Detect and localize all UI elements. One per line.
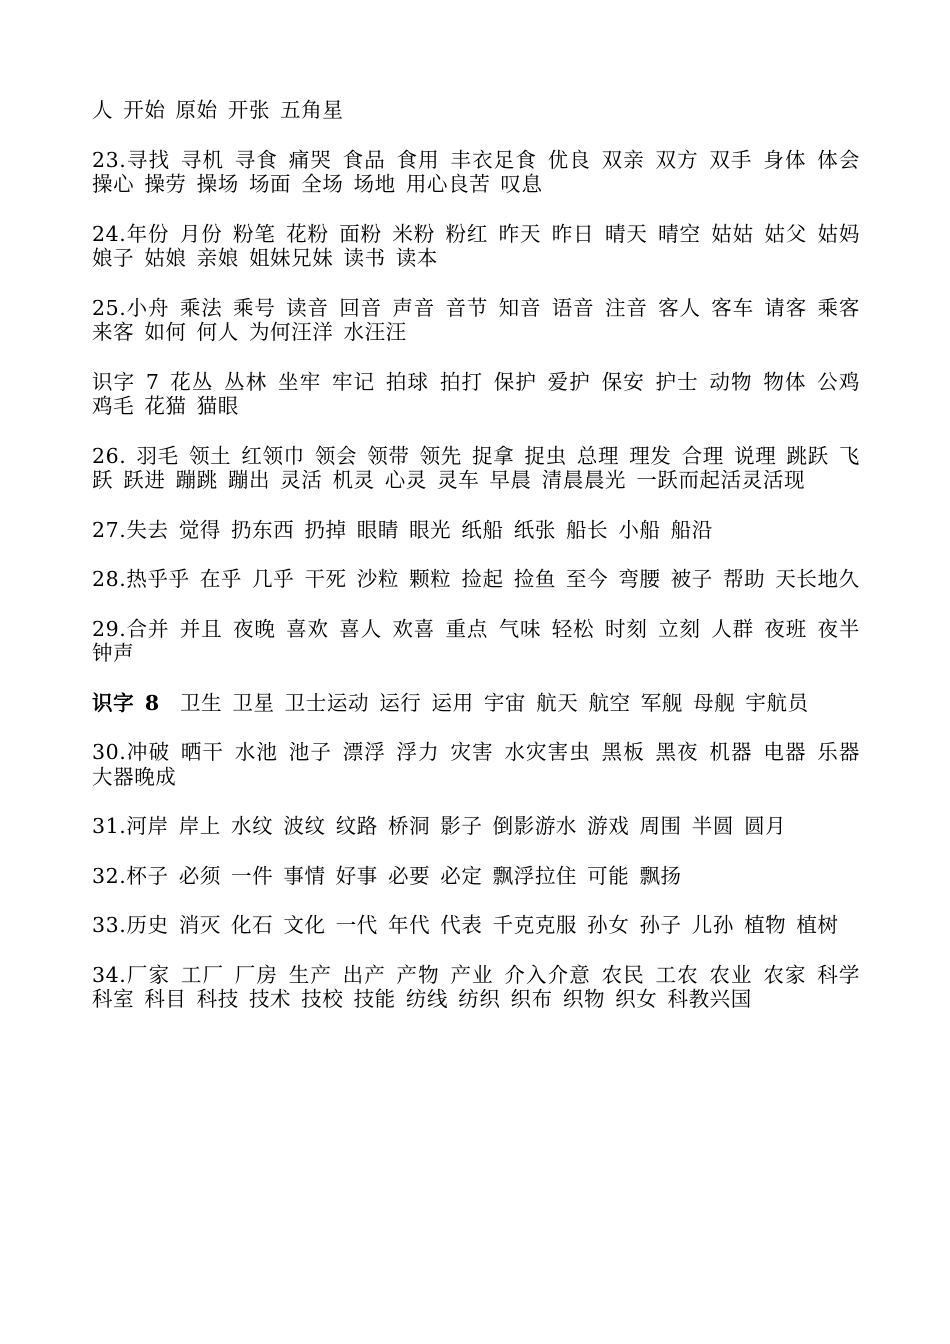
paragraph-text: 33.历史 消灭 化石 文化 一代 年代 代表 千克克服 孙女 孙子 儿孙 植物 植树: [92, 913, 839, 937]
section-label: 识字 8: [92, 690, 160, 715]
paragraph-text: 28.热乎乎 在乎 几乎 干死 沙粒 颗粒 捡起 捡鱼 至今 弯腰 被子 帮助 天长地久: [92, 567, 860, 591]
paragraph-text: 卫生 卫星 卫士运动 运行 运用 宇宙 航天 航空 军舰 母舰 宇航员: [159, 690, 809, 715]
vocab-paragraph: [92, 617, 860, 666]
paragraph-text: 31.河岸 岸上 水纹 波纹 纹路 桥洞 影子 倒影游水 游戏 周围 半圆 圆月: [92, 814, 787, 838]
paragraph-text: 23.寻找 寻机 寻食 痛哭 食品 食用 丰衣足食 优良 双亲 双方 双手 身体 体会 操心 操劳 操场 场面 全场 场地 用心良苦 叹息: [92, 147, 860, 196]
vocab-paragraph: [92, 370, 860, 419]
paragraph-text: 人 开始 原始 开张 五角星: [92, 98, 344, 122]
paragraph-text: 25.小舟 乘法 乘号 读音 回音 声音 音节 知音 语音 注音 客人 客车 请客 乘客 来客 如何 何人 为何汪洋 水汪汪: [92, 295, 860, 344]
vocabulary-list: [92, 98, 860, 1037]
paragraph-text: 30.冲破 晒干 水池 池子 漂浮 浮力 灾害 水灾害虫 黑板 黑夜 机器 电器 乐器 大器晚成: [92, 740, 860, 789]
vocab-paragraph: [92, 567, 860, 592]
paragraph-text: 24.年份 月份 粉笔 花粉 面粉 米粉 粉红 昨天 昨日 晴天 晴空 姑姑 姑父 姑妈 娘子 姑娘 亲娘 姐妹兄妹 读书 读本: [92, 221, 860, 270]
paragraph-text: 26. 羽毛 领土 红领巾 领会 领带 领先 捉拿 捉虫 总理 理发 合理 说理 跳跃 飞跃 跃进 蹦跳 蹦出 灵活 机灵 心灵 灵车 早晨 清晨晨光 一跃而起活灵活现: [92, 443, 860, 492]
paragraph-text: 识字 7 花丛 丛林 坐牢 牢记 拍球 拍打 保护 爱护 保安 护士 动物 物体 公鸡 鸡毛 花猫 猫眼: [92, 369, 860, 418]
paragraph-text: 32.杯子 必须 一件 事情 好事 必要 必定 飘浮拉住 可能 飘扬: [92, 863, 682, 888]
vocab-paragraph: [92, 444, 860, 493]
vocab-paragraph: [92, 222, 860, 271]
paragraph-text: 27.失去 觉得 扔东西 扔掉 眼睛 眼光 纸船 纸张 船长 小船 船沿: [92, 517, 713, 542]
vocab-paragraph: [92, 864, 860, 889]
vocab-paragraph: [92, 814, 860, 839]
vocab-paragraph: [92, 691, 860, 716]
vocab-paragraph: [92, 98, 860, 123]
paragraph-text: 29.合并 并且 夜晚 喜欢 喜人 欢喜 重点 气味 轻松 时刻 立刻 人群 夜班 夜半钟声: [92, 616, 860, 665]
vocab-paragraph: [92, 296, 860, 345]
paragraph-text: 34.厂家 工厂 厂房 生产 出产 产物 产业 介入介意 农民 工农 农业 农家 科学 科室 科目 科技 技术 技校 技能 纺线 纺织 织布 织物 织女 科教兴国: [92, 962, 860, 1011]
vocab-paragraph: [92, 740, 860, 789]
vocab-paragraph: [92, 148, 860, 197]
vocab-paragraph: [92, 963, 860, 1012]
vocab-paragraph: [92, 913, 860, 938]
vocab-paragraph: [92, 518, 860, 543]
